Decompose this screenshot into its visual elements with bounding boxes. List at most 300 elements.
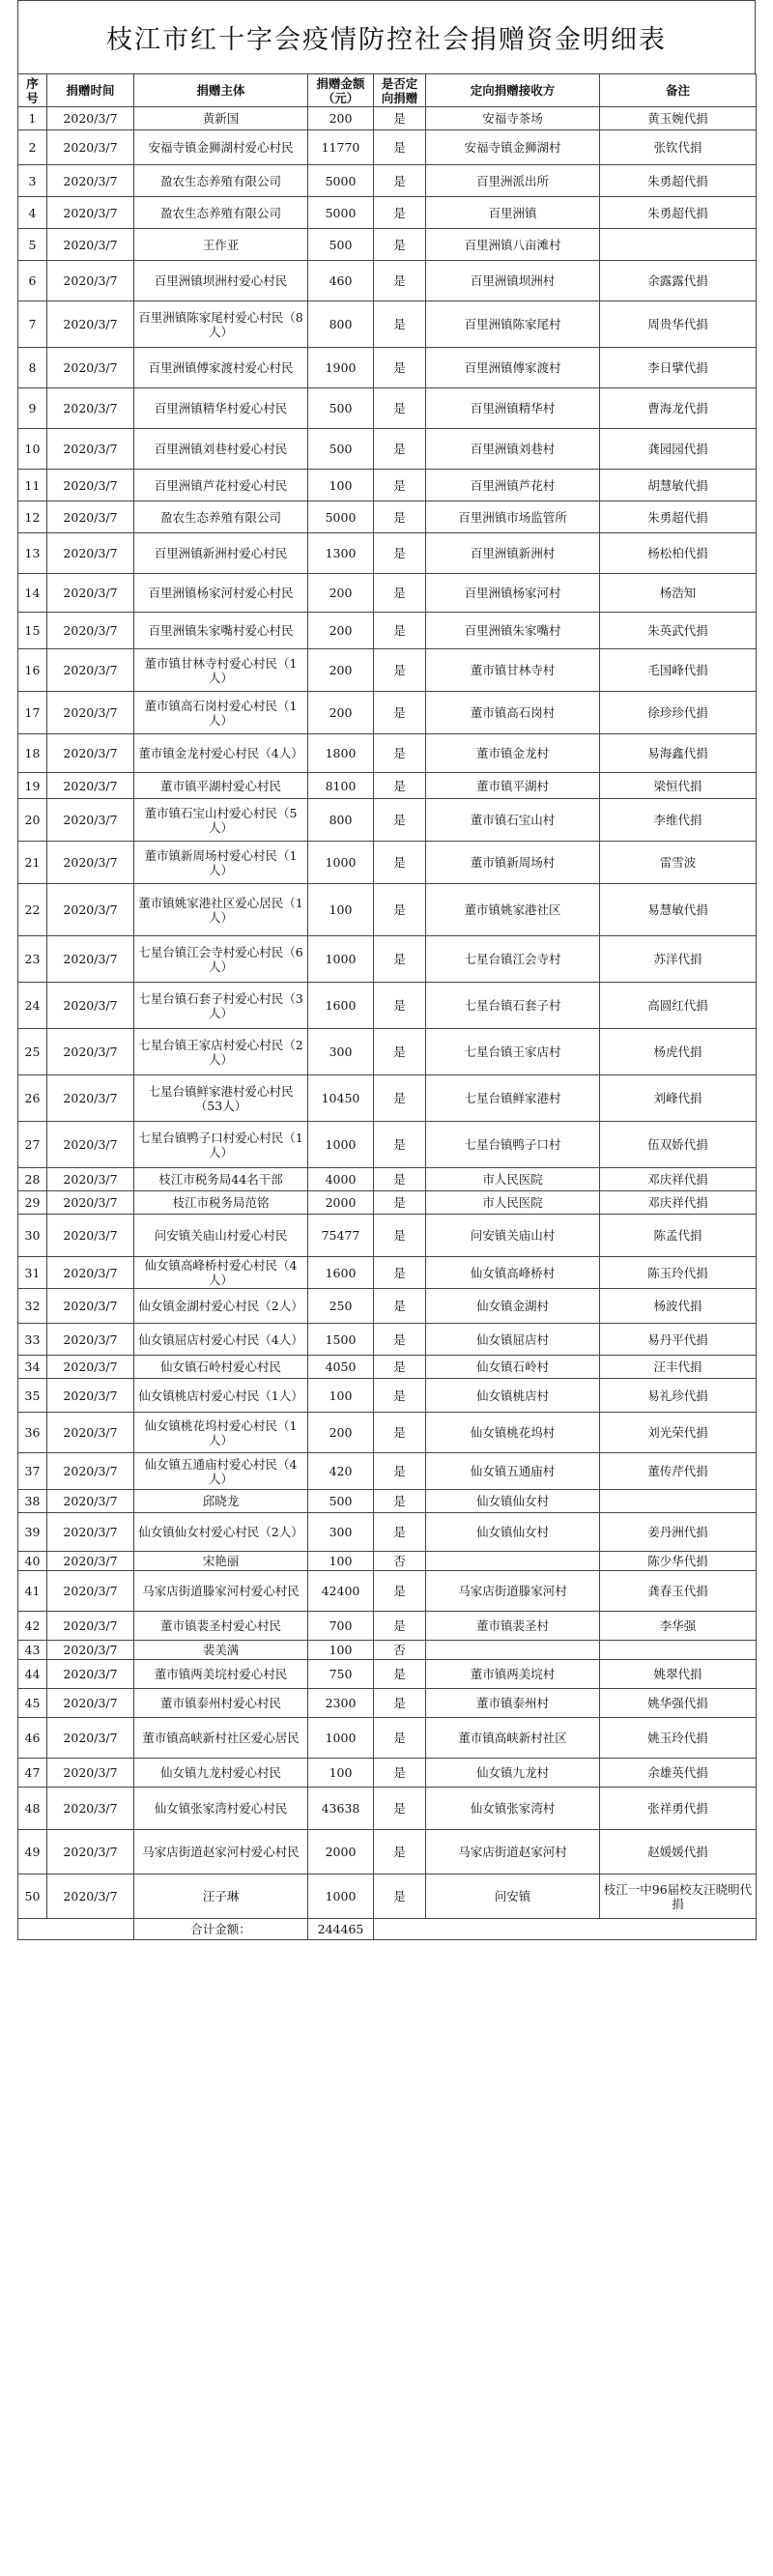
cell-no: 35	[18, 1379, 47, 1413]
cell-date: 2020/3/7	[47, 1257, 134, 1289]
cell-date: 2020/3/7	[47, 348, 134, 388]
table-row	[18, 1075, 757, 1122]
table-body	[18, 107, 757, 1940]
cell-donor: 王作亚	[134, 229, 308, 261]
cell-receiver: 仙女镇桃花坞村	[426, 1413, 600, 1453]
cell-receiver: 董市镇裴圣村	[426, 1612, 600, 1641]
cell-directed: 是	[374, 501, 426, 533]
cell-amount: 1800	[308, 734, 374, 773]
cell-amount: 8100	[308, 773, 374, 799]
total-blank	[374, 1919, 757, 1940]
table-row	[18, 1413, 757, 1453]
table-row	[18, 533, 757, 574]
table-row	[18, 884, 757, 936]
cell-amount: 10450	[308, 1075, 374, 1122]
cell-no: 50	[18, 1875, 47, 1919]
cell-receiver: 仙女镇石岭村	[426, 1356, 600, 1379]
cell-receiver: 百里洲镇刘巷村	[426, 429, 600, 470]
cell-no: 27	[18, 1122, 47, 1168]
table-row	[18, 301, 757, 348]
header-no: 序号	[18, 74, 47, 107]
cell-note: 杨虎代捐	[600, 1029, 757, 1075]
cell-date: 2020/3/7	[47, 1191, 134, 1215]
table-row	[18, 1289, 757, 1324]
cell-receiver: 百里洲镇傅家渡村	[426, 348, 600, 388]
cell-date: 2020/3/7	[47, 470, 134, 501]
cell-receiver: 董市镇平湖村	[426, 773, 600, 799]
cell-receiver: 百里洲镇新洲村	[426, 533, 600, 574]
cell-donor: 仙女镇桃花坞村爱心村民（1人）	[134, 1413, 308, 1453]
cell-note: 杨波代捐	[600, 1289, 757, 1324]
cell-note: 杨松柏代捐	[600, 533, 757, 574]
cell-receiver: 仙女镇五通庙村	[426, 1453, 600, 1490]
cell-no: 30	[18, 1215, 47, 1257]
cell-donor: 董市镇两美垸村爱心村民	[134, 1660, 308, 1689]
cell-directed: 是	[374, 692, 426, 734]
header-receiver: 定向捐赠接收方	[426, 74, 600, 107]
table-row	[18, 130, 757, 165]
cell-no: 48	[18, 1788, 47, 1830]
cell-donor: 仙女镇金湖村爱心村民（2人）	[134, 1289, 308, 1324]
cell-date: 2020/3/7	[47, 1075, 134, 1122]
cell-date: 2020/3/7	[47, 936, 134, 983]
cell-receiver: 董市镇姚家港社区	[426, 884, 600, 936]
cell-directed: 是	[374, 533, 426, 574]
cell-date: 2020/3/7	[47, 429, 134, 470]
cell-donor: 董市镇甘林寺村爱心村民（1人）	[134, 649, 308, 692]
cell-directed: 是	[374, 1122, 426, 1168]
cell-directed: 是	[374, 1718, 426, 1759]
cell-donor: 黄新国	[134, 107, 308, 130]
cell-note: 朱英武代捐	[600, 613, 757, 649]
cell-note: 刘峰代捐	[600, 1075, 757, 1122]
cell-note: 易礼珍代捐	[600, 1379, 757, 1413]
cell-no: 4	[18, 197, 47, 229]
cell-date: 2020/3/7	[47, 130, 134, 165]
cell-date: 2020/3/7	[47, 1830, 134, 1875]
cell-receiver: 百里洲镇芦花村	[426, 470, 600, 501]
cell-note: 张祥勇代捐	[600, 1788, 757, 1830]
cell-no: 6	[18, 261, 47, 301]
cell-directed: 是	[374, 1324, 426, 1356]
cell-no: 36	[18, 1413, 47, 1453]
cell-amount: 460	[308, 261, 374, 301]
cell-directed: 是	[374, 1788, 426, 1830]
table-row	[18, 1689, 757, 1718]
cell-date: 2020/3/7	[47, 574, 134, 613]
table-row	[18, 983, 757, 1029]
table-row	[18, 1660, 757, 1689]
cell-donor: 仙女镇桃店村爱心村民（1人）	[134, 1379, 308, 1413]
cell-receiver: 问安镇关庙山村	[426, 1215, 600, 1257]
cell-directed: 是	[374, 649, 426, 692]
cell-date: 2020/3/7	[47, 165, 134, 197]
header-amount: 捐赠金额（元）	[308, 74, 374, 107]
cell-no: 45	[18, 1689, 47, 1718]
cell-donor: 百里洲镇朱家嘴村爱心村民	[134, 613, 308, 649]
cell-no: 34	[18, 1356, 47, 1379]
cell-date: 2020/3/7	[47, 1571, 134, 1612]
cell-no: 38	[18, 1490, 47, 1513]
cell-donor: 问安镇关庙山村爱心村民	[134, 1215, 308, 1257]
cell-date: 2020/3/7	[47, 1660, 134, 1689]
cell-no: 13	[18, 533, 47, 574]
cell-directed: 是	[374, 1356, 426, 1379]
cell-directed: 是	[374, 613, 426, 649]
cell-note: 余露露代捐	[600, 261, 757, 301]
cell-amount: 11770	[308, 130, 374, 165]
cell-amount: 300	[308, 1513, 374, 1552]
table-row	[18, 842, 757, 884]
cell-directed: 是	[374, 1830, 426, 1875]
cell-date: 2020/3/7	[47, 501, 134, 533]
cell-no: 26	[18, 1075, 47, 1122]
cell-directed: 是	[374, 388, 426, 429]
cell-directed: 否	[374, 1552, 426, 1571]
cell-amount: 200	[308, 613, 374, 649]
header-row	[18, 74, 757, 107]
cell-no: 18	[18, 734, 47, 773]
cell-date: 2020/3/7	[47, 1029, 134, 1075]
cell-donor: 七星台镇鸭子口村爱心村民（1人）	[134, 1122, 308, 1168]
cell-amount: 100	[308, 1379, 374, 1413]
cell-no: 8	[18, 348, 47, 388]
cell-date: 2020/3/7	[47, 799, 134, 842]
cell-no: 16	[18, 649, 47, 692]
cell-no: 21	[18, 842, 47, 884]
cell-receiver: 仙女镇九龙村	[426, 1759, 600, 1788]
cell-receiver: 百里洲派出所	[426, 165, 600, 197]
cell-receiver: 仙女镇桃店村	[426, 1379, 600, 1413]
cell-amount: 100	[308, 884, 374, 936]
cell-no: 39	[18, 1513, 47, 1552]
cell-no: 1	[18, 107, 47, 130]
cell-note: 伍双娇代捐	[600, 1122, 757, 1168]
cell-amount: 200	[308, 649, 374, 692]
cell-receiver: 安福寺镇金狮湖村	[426, 130, 600, 165]
cell-date: 2020/3/7	[47, 261, 134, 301]
cell-amount: 5000	[308, 197, 374, 229]
cell-no: 11	[18, 470, 47, 501]
cell-directed: 是	[374, 1759, 426, 1788]
cell-date: 2020/3/7	[47, 1612, 134, 1641]
total-label: 合计金额：	[134, 1919, 308, 1940]
cell-receiver: 百里洲镇陈家尾村	[426, 301, 600, 348]
cell-no: 40	[18, 1552, 47, 1571]
cell-note: 朱勇超代捐	[600, 197, 757, 229]
cell-donor: 七星台镇鲜家港村爱心村民（53人）	[134, 1075, 308, 1122]
cell-directed: 是	[374, 107, 426, 130]
cell-date: 2020/3/7	[47, 1289, 134, 1324]
cell-no: 44	[18, 1660, 47, 1689]
table-row	[18, 107, 757, 130]
table-row	[18, 1830, 757, 1875]
table-row	[18, 229, 757, 261]
cell-no: 41	[18, 1571, 47, 1612]
table-row	[18, 1453, 757, 1490]
header-note: 备注	[600, 74, 757, 107]
cell-receiver: 百里洲镇市场监管所	[426, 501, 600, 533]
cell-date: 2020/3/7	[47, 1413, 134, 1453]
table-row	[18, 1324, 757, 1356]
cell-note: 刘光荣代捐	[600, 1413, 757, 1453]
table-row	[18, 1641, 757, 1660]
table-row	[18, 1379, 757, 1413]
cell-receiver: 七星台镇石套子村	[426, 983, 600, 1029]
cell-note: 高圆红代捐	[600, 983, 757, 1029]
cell-date: 2020/3/7	[47, 197, 134, 229]
cell-no: 22	[18, 884, 47, 936]
cell-receiver: 市人民医院	[426, 1168, 600, 1191]
cell-amount: 800	[308, 799, 374, 842]
header-donor: 捐赠主体	[134, 74, 308, 107]
table-row	[18, 1191, 757, 1215]
cell-receiver: 仙女镇屈店村	[426, 1324, 600, 1356]
cell-donor: 董市镇姚家港社区爱心居民（1人）	[134, 884, 308, 936]
header-directed: 是否定向捐赠	[374, 74, 426, 107]
cell-note: 姜丹洲代捐	[600, 1513, 757, 1552]
cell-directed: 是	[374, 983, 426, 1029]
cell-no: 10	[18, 429, 47, 470]
cell-donor: 盈农生态养殖有限公司	[134, 197, 308, 229]
cell-donor: 安福寺镇金狮湖村爱心村民	[134, 130, 308, 165]
cell-note: 余雄英代捐	[600, 1759, 757, 1788]
cell-amount: 700	[308, 1612, 374, 1641]
cell-note	[600, 1490, 757, 1513]
cell-donor: 董市镇石宝山村爱心村民（5人）	[134, 799, 308, 842]
cell-amount: 2300	[308, 1689, 374, 1718]
cell-receiver: 马家店街道滕家河村	[426, 1571, 600, 1612]
cell-date: 2020/3/7	[47, 1689, 134, 1718]
cell-directed: 是	[374, 1612, 426, 1641]
cell-receiver: 仙女镇仙女村	[426, 1490, 600, 1513]
cell-directed: 是	[374, 1168, 426, 1191]
cell-date: 2020/3/7	[47, 1215, 134, 1257]
cell-date: 2020/3/7	[47, 692, 134, 734]
cell-directed: 是	[374, 165, 426, 197]
cell-amount: 75477	[308, 1215, 374, 1257]
table-row	[18, 1718, 757, 1759]
cell-donor: 百里洲镇傅家渡村爱心村民	[134, 348, 308, 388]
cell-amount: 500	[308, 388, 374, 429]
cell-donor: 百里洲镇坝洲村爱心村民	[134, 261, 308, 301]
cell-receiver: 百里洲镇朱家嘴村	[426, 613, 600, 649]
cell-receiver: 百里洲镇杨家河村	[426, 574, 600, 613]
cell-receiver: 董市镇两美垸村	[426, 1660, 600, 1689]
cell-amount: 42400	[308, 1571, 374, 1612]
table-row	[18, 649, 757, 692]
cell-donor: 盈农生态养殖有限公司	[134, 165, 308, 197]
cell-date: 2020/3/7	[47, 1122, 134, 1168]
cell-no: 19	[18, 773, 47, 799]
cell-no: 28	[18, 1168, 47, 1191]
cell-amount: 800	[308, 301, 374, 348]
cell-donor: 马家店街道赵家河村爱心村民	[134, 1830, 308, 1875]
cell-receiver: 董市镇泰州村	[426, 1689, 600, 1718]
cell-receiver: 百里洲镇	[426, 197, 600, 229]
cell-amount: 100	[308, 1552, 374, 1571]
cell-directed: 是	[374, 130, 426, 165]
cell-receiver: 问安镇	[426, 1875, 600, 1919]
cell-date: 2020/3/7	[47, 533, 134, 574]
cell-no: 42	[18, 1612, 47, 1641]
cell-no: 31	[18, 1257, 47, 1289]
cell-no: 49	[18, 1830, 47, 1875]
cell-donor: 仙女镇仙女村爱心村民（2人）	[134, 1513, 308, 1552]
table-row	[18, 501, 757, 533]
cell-directed: 否	[374, 1641, 426, 1660]
cell-date: 2020/3/7	[47, 1788, 134, 1830]
cell-donor: 仙女镇五通庙村爱心村民（4人）	[134, 1453, 308, 1490]
cell-no: 43	[18, 1641, 47, 1660]
table-row	[18, 1612, 757, 1641]
cell-no: 5	[18, 229, 47, 261]
table-row	[18, 692, 757, 734]
cell-receiver: 董市镇高石岗村	[426, 692, 600, 734]
cell-donor: 汪子琳	[134, 1875, 308, 1919]
cell-date: 2020/3/7	[47, 107, 134, 130]
cell-donor: 董市镇裴圣村爱心村民	[134, 1612, 308, 1641]
cell-no: 32	[18, 1289, 47, 1324]
table-row	[18, 1029, 757, 1075]
cell-note: 易海鑫代捐	[600, 734, 757, 773]
cell-note: 曹海龙代捐	[600, 388, 757, 429]
cell-note: 张钦代捐	[600, 130, 757, 165]
cell-note: 李维代捐	[600, 799, 757, 842]
cell-directed: 是	[374, 1075, 426, 1122]
cell-receiver: 董市镇石宝山村	[426, 799, 600, 842]
cell-receiver: 董市镇新周场村	[426, 842, 600, 884]
cell-directed: 是	[374, 842, 426, 884]
table-row	[18, 261, 757, 301]
cell-directed: 是	[374, 1571, 426, 1612]
cell-no: 33	[18, 1324, 47, 1356]
cell-note: 姚华强代捐	[600, 1689, 757, 1718]
cell-note	[600, 1641, 757, 1660]
cell-no: 3	[18, 165, 47, 197]
cell-receiver: 仙女镇张家湾村	[426, 1788, 600, 1830]
table-row	[18, 1571, 757, 1612]
cell-donor: 仙女镇九龙村爱心村民	[134, 1759, 308, 1788]
table-row	[18, 1513, 757, 1552]
cell-directed: 是	[374, 1660, 426, 1689]
cell-receiver: 七星台镇江会寺村	[426, 936, 600, 983]
cell-donor: 董市镇泰州村爱心村民	[134, 1689, 308, 1718]
cell-note: 汪丰代捐	[600, 1356, 757, 1379]
cell-amount: 5000	[308, 165, 374, 197]
cell-no: 25	[18, 1029, 47, 1075]
cell-donor: 七星台镇王家店村爱心村民（2人）	[134, 1029, 308, 1075]
cell-receiver: 安福寺茶场	[426, 107, 600, 130]
header-date: 捐赠时间	[47, 74, 134, 107]
cell-directed: 是	[374, 936, 426, 983]
cell-note: 周贵华代捐	[600, 301, 757, 348]
total-spacer	[18, 1919, 134, 1940]
cell-receiver	[426, 1641, 600, 1660]
cell-date: 2020/3/7	[47, 1453, 134, 1490]
cell-date: 2020/3/7	[47, 1718, 134, 1759]
cell-note	[600, 229, 757, 261]
cell-donor: 仙女镇张家湾村爱心村民	[134, 1788, 308, 1830]
cell-amount: 750	[308, 1660, 374, 1689]
cell-donor: 七星台镇石套子村爱心村民（3人）	[134, 983, 308, 1029]
cell-no: 24	[18, 983, 47, 1029]
table-title: 枝江市红十字会疫情防控社会捐赠资金明细表	[17, 0, 756, 73]
cell-note: 梁恒代捐	[600, 773, 757, 799]
cell-amount: 1000	[308, 1122, 374, 1168]
cell-no: 2	[18, 130, 47, 165]
cell-date: 2020/3/7	[47, 301, 134, 348]
cell-amount: 1600	[308, 1257, 374, 1289]
cell-directed: 是	[374, 470, 426, 501]
cell-date: 2020/3/7	[47, 734, 134, 773]
cell-note: 陈少华代捐	[600, 1552, 757, 1571]
cell-receiver: 七星台镇鲜家港村	[426, 1075, 600, 1122]
cell-note: 杨浩知	[600, 574, 757, 613]
cell-directed: 是	[374, 1379, 426, 1413]
cell-donor: 马家店街道滕家河村爱心村民	[134, 1571, 308, 1612]
cell-note: 龚春玉代捐	[600, 1571, 757, 1612]
cell-donor: 百里洲镇杨家河村爱心村民	[134, 574, 308, 613]
cell-donor: 董市镇高石岗村爱心村民（1人）	[134, 692, 308, 734]
table-row	[18, 936, 757, 983]
cell-note: 黄玉婉代捐	[600, 107, 757, 130]
cell-receiver: 百里洲镇坝洲村	[426, 261, 600, 301]
cell-directed: 是	[374, 1689, 426, 1718]
cell-amount: 1000	[308, 1875, 374, 1919]
table-row	[18, 165, 757, 197]
cell-date: 2020/3/7	[47, 1513, 134, 1552]
cell-no: 46	[18, 1718, 47, 1759]
cell-receiver	[426, 1552, 600, 1571]
cell-donor: 百里洲镇精华村爱心村民	[134, 388, 308, 429]
cell-receiver: 仙女镇金湖村	[426, 1289, 600, 1324]
cell-amount: 500	[308, 429, 374, 470]
cell-receiver: 百里洲镇八亩滩村	[426, 229, 600, 261]
cell-no: 14	[18, 574, 47, 613]
cell-note: 李日擘代捐	[600, 348, 757, 388]
cell-directed: 是	[374, 884, 426, 936]
cell-directed: 是	[374, 1413, 426, 1453]
cell-directed: 是	[374, 1257, 426, 1289]
cell-note: 朱勇超代捐	[600, 501, 757, 533]
cell-date: 2020/3/7	[47, 1641, 134, 1660]
cell-no: 23	[18, 936, 47, 983]
cell-directed: 是	[374, 261, 426, 301]
cell-directed: 是	[374, 348, 426, 388]
cell-date: 2020/3/7	[47, 1379, 134, 1413]
cell-amount: 1000	[308, 842, 374, 884]
cell-receiver: 董市镇金龙村	[426, 734, 600, 773]
table-row	[18, 1122, 757, 1168]
cell-amount: 500	[308, 229, 374, 261]
cell-date: 2020/3/7	[47, 1490, 134, 1513]
cell-directed: 是	[374, 1513, 426, 1552]
cell-directed: 是	[374, 1875, 426, 1919]
cell-note: 姚玉玲代捐	[600, 1718, 757, 1759]
cell-directed: 是	[374, 301, 426, 348]
cell-note: 李华强	[600, 1612, 757, 1641]
cell-receiver: 市人民医院	[426, 1191, 600, 1215]
cell-date: 2020/3/7	[47, 1356, 134, 1379]
cell-directed: 是	[374, 1289, 426, 1324]
cell-no: 12	[18, 501, 47, 533]
cell-amount: 2000	[308, 1830, 374, 1875]
cell-amount: 100	[308, 1759, 374, 1788]
cell-amount: 200	[308, 692, 374, 734]
cell-donor: 七星台镇江会寺村爱心村民（6人）	[134, 936, 308, 983]
cell-amount: 1300	[308, 533, 374, 574]
